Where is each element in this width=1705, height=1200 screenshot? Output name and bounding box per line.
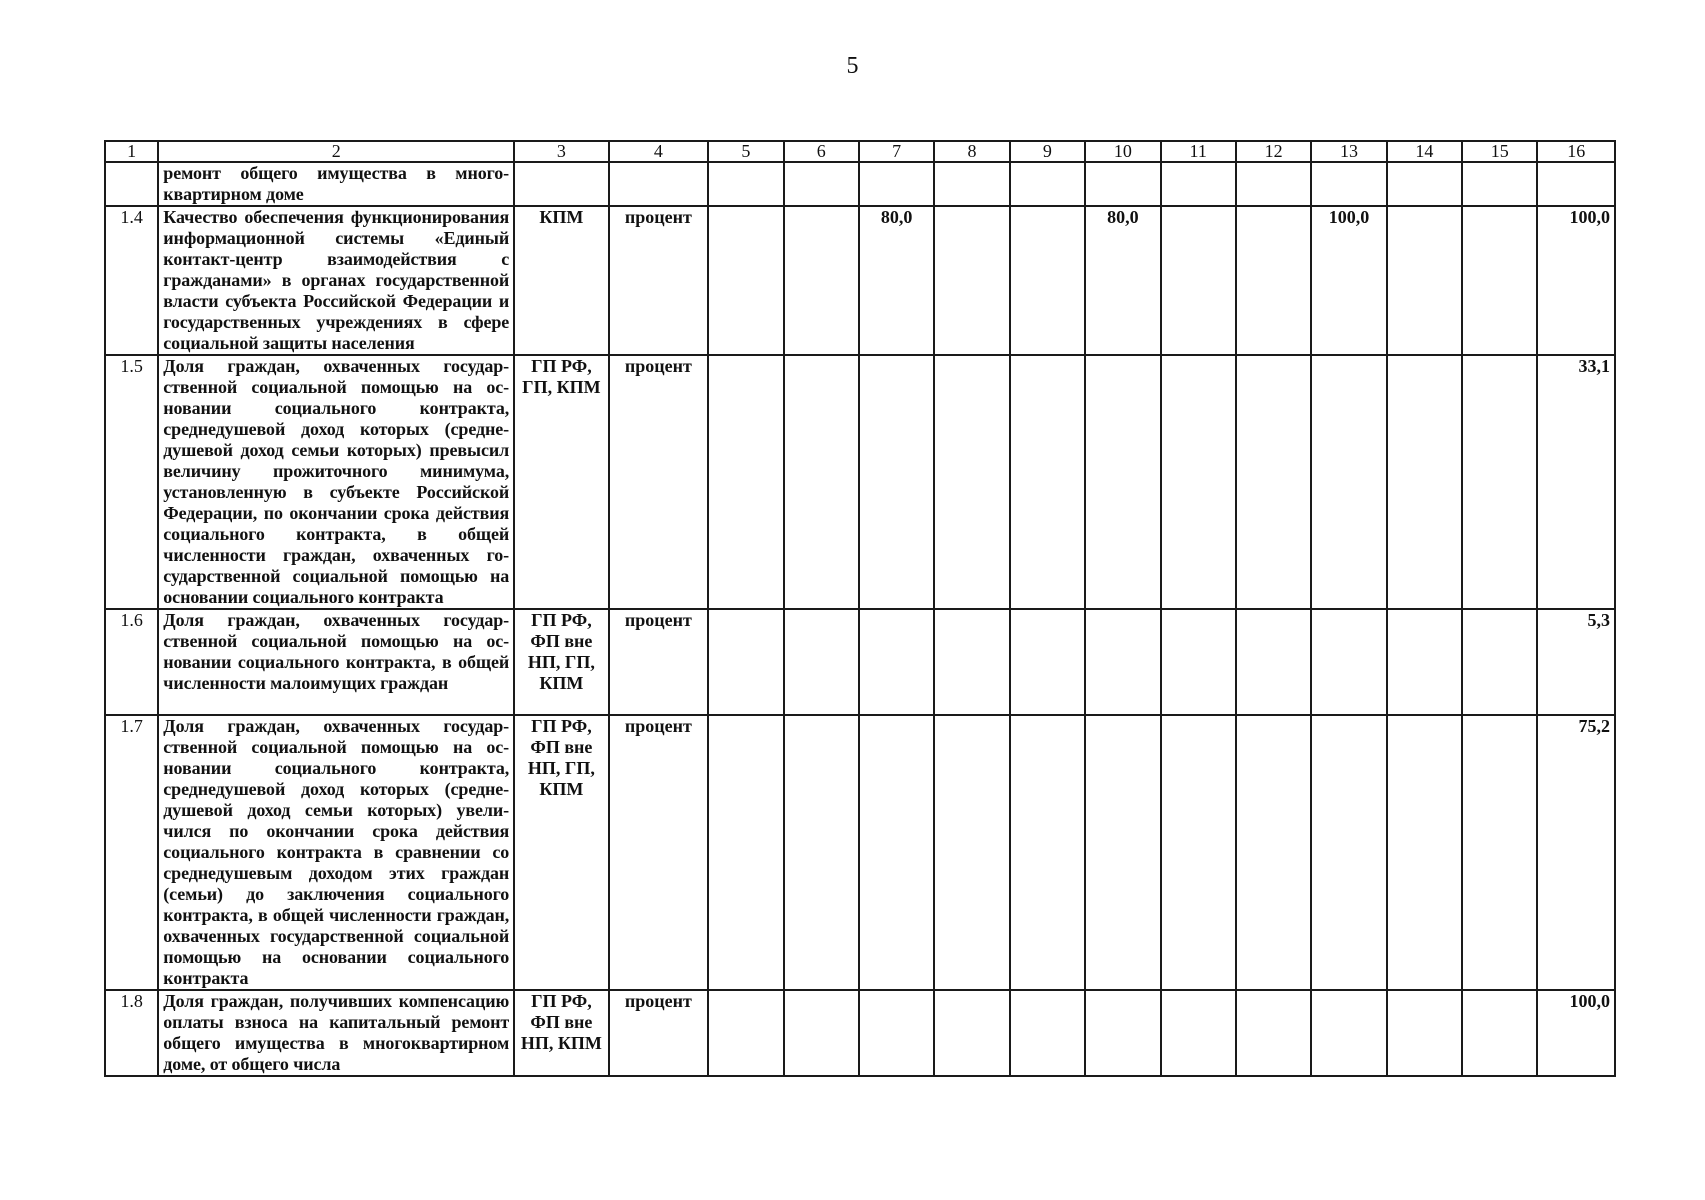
indicator-source: КПМ	[514, 206, 609, 355]
column-header: 11	[1161, 141, 1236, 162]
table-row	[105, 990, 1615, 1076]
column-header: 2	[158, 141, 514, 162]
value-cell	[1387, 715, 1462, 990]
indicator-name: Качество обеспечения функционирования информационной системы «Единый контакт-центр взаимодействия с гражданами» в органах государственной власти субъекта Российской Федерации и государственных учреждениях в сфере социальной защиты населения	[158, 206, 514, 355]
value-cell: 5,3	[1537, 609, 1615, 715]
indicator-number: 1.7	[105, 715, 158, 990]
value-cell	[859, 715, 934, 990]
indicator-source: ГП РФ, ФП вне НП, ГП, КПМ	[514, 609, 609, 715]
table-row	[105, 715, 1615, 990]
column-header: 4	[609, 141, 709, 162]
column-header: 14	[1387, 141, 1462, 162]
value-cell	[934, 609, 1009, 715]
value-cell	[1311, 162, 1386, 206]
value-cell	[934, 715, 1009, 990]
value-cell	[934, 206, 1009, 355]
value-cell	[1387, 609, 1462, 715]
indicator-name: Доля граждан, охваченных государственной социальной помощью на основании социального контракта, среднедушевой доход которых (среднедушевой доход семьи которых) увеличился по окончании срока действия социального контракта в сравнении со среднедушевым доходом этих граждан (семьи) до заключения социального контракта, в общей численности граждан, охваченных государственной социальной помощью на основании социального контракта	[158, 715, 514, 990]
value-cell	[859, 355, 934, 609]
table-row	[105, 609, 1615, 715]
indicator-name: Доля граждан, охваченных государственной социальной помощью на основании социального контракта, среднедушевой доход которых (среднедушевой доход семьи которых) превысил величину прожиточного минимума, установленную в субъекте Российской Федерации, по окончании срока действия социального контракта, в общей численности граждан, охваченных государственной социальной помощью на основании социального контракта	[158, 355, 514, 609]
value-cell	[708, 609, 783, 715]
indicator-source: ГП РФ, ГП, КПМ	[514, 355, 609, 609]
indicator-unit: процент	[609, 715, 709, 990]
column-header: 13	[1311, 141, 1386, 162]
value-cell	[934, 355, 1009, 609]
value-cell	[1387, 990, 1462, 1076]
column-header: 10	[1085, 141, 1160, 162]
value-cell	[1010, 715, 1085, 990]
value-cell	[1236, 206, 1311, 355]
value-cell	[708, 206, 783, 355]
value-cell	[859, 990, 934, 1076]
value-cell: 100,0	[1537, 206, 1615, 355]
column-header: 9	[1010, 141, 1085, 162]
indicator-name: Доля граждан, получивших компенсацию оплаты взноса на капитальный ремонт общего имущества в многоквартирном доме, от общего числа	[158, 990, 514, 1076]
value-cell	[1236, 715, 1311, 990]
value-cell	[784, 206, 859, 355]
value-cell	[784, 990, 859, 1076]
value-cell	[1462, 162, 1537, 206]
column-header: 5	[708, 141, 783, 162]
value-cell: 100,0	[1311, 206, 1386, 355]
indicator-number: 1.5	[105, 355, 158, 609]
indicator-unit: процент	[609, 609, 709, 715]
value-cell	[1311, 355, 1386, 609]
value-cell	[1311, 609, 1386, 715]
value-cell	[784, 715, 859, 990]
value-cell	[934, 162, 1009, 206]
indicator-number	[105, 162, 158, 206]
value-cell	[1387, 206, 1462, 355]
page-number: 5	[846, 53, 859, 79]
value-cell	[1010, 206, 1085, 355]
value-cell: 80,0	[859, 206, 934, 355]
value-cell	[1537, 162, 1615, 206]
indicator-source	[514, 162, 609, 206]
value-cell	[1085, 162, 1160, 206]
column-header: 12	[1236, 141, 1311, 162]
indicator-unit: процент	[609, 206, 709, 355]
value-cell	[1010, 990, 1085, 1076]
value-cell	[1236, 990, 1311, 1076]
value-cell	[1462, 609, 1537, 715]
value-cell	[1010, 162, 1085, 206]
value-cell	[1462, 715, 1537, 990]
value-cell	[1161, 609, 1236, 715]
indicator-source: ГП РФ, ФП вне НП, КПМ	[514, 990, 609, 1076]
indicator-name: ремонт общего имущества в многоквартирном доме	[158, 162, 514, 206]
value-cell: 33,1	[1537, 355, 1615, 609]
value-cell	[1462, 990, 1537, 1076]
value-cell	[1161, 162, 1236, 206]
indicator-number: 1.4	[105, 206, 158, 355]
value-cell	[1161, 990, 1236, 1076]
value-cell	[1010, 609, 1085, 715]
value-cell	[784, 162, 859, 206]
column-header: 7	[859, 141, 934, 162]
value-cell	[1161, 206, 1236, 355]
value-cell	[859, 609, 934, 715]
value-cell	[1085, 715, 1160, 990]
value-cell: 80,0	[1085, 206, 1160, 355]
value-cell	[1161, 715, 1236, 990]
value-cell	[1161, 355, 1236, 609]
column-header: 6	[784, 141, 859, 162]
indicator-unit: процент	[609, 990, 709, 1076]
value-cell	[1311, 990, 1386, 1076]
value-cell	[1462, 206, 1537, 355]
value-cell	[1236, 355, 1311, 609]
table-row	[105, 162, 1615, 206]
column-header: 3	[514, 141, 609, 162]
indicator-source: ГП РФ, ФП вне НП, ГП, КПМ	[514, 715, 609, 990]
column-header: 15	[1462, 141, 1537, 162]
value-cell	[708, 715, 783, 990]
value-cell: 100,0	[1537, 990, 1615, 1076]
table-row	[105, 355, 1615, 609]
value-cell: 75,2	[1537, 715, 1615, 990]
column-header: 8	[934, 141, 1009, 162]
indicator-number: 1.6	[105, 609, 158, 715]
value-cell	[1085, 990, 1160, 1076]
value-cell	[859, 162, 934, 206]
table-row	[105, 206, 1615, 355]
value-cell	[1236, 609, 1311, 715]
value-cell	[784, 609, 859, 715]
value-cell	[708, 990, 783, 1076]
value-cell	[1085, 609, 1160, 715]
column-header: 1	[105, 141, 158, 162]
value-cell	[1387, 355, 1462, 609]
value-cell	[1311, 715, 1386, 990]
value-cell	[708, 355, 783, 609]
value-cell	[784, 355, 859, 609]
value-cell	[1010, 355, 1085, 609]
indicators-table	[104, 140, 1616, 1077]
indicator-name: Доля граждан, охваченных государственной социальной помощью на основании социального контракта, в общей численности малоимущих граждан	[158, 609, 514, 715]
indicator-number: 1.8	[105, 990, 158, 1076]
indicator-unit: процент	[609, 355, 709, 609]
value-cell	[1387, 162, 1462, 206]
value-cell	[1462, 355, 1537, 609]
value-cell	[934, 990, 1009, 1076]
indicator-unit	[609, 162, 709, 206]
column-number-row	[105, 141, 1615, 162]
column-header: 16	[1537, 141, 1615, 162]
value-cell	[1236, 162, 1311, 206]
value-cell	[708, 162, 783, 206]
value-cell	[1085, 355, 1160, 609]
